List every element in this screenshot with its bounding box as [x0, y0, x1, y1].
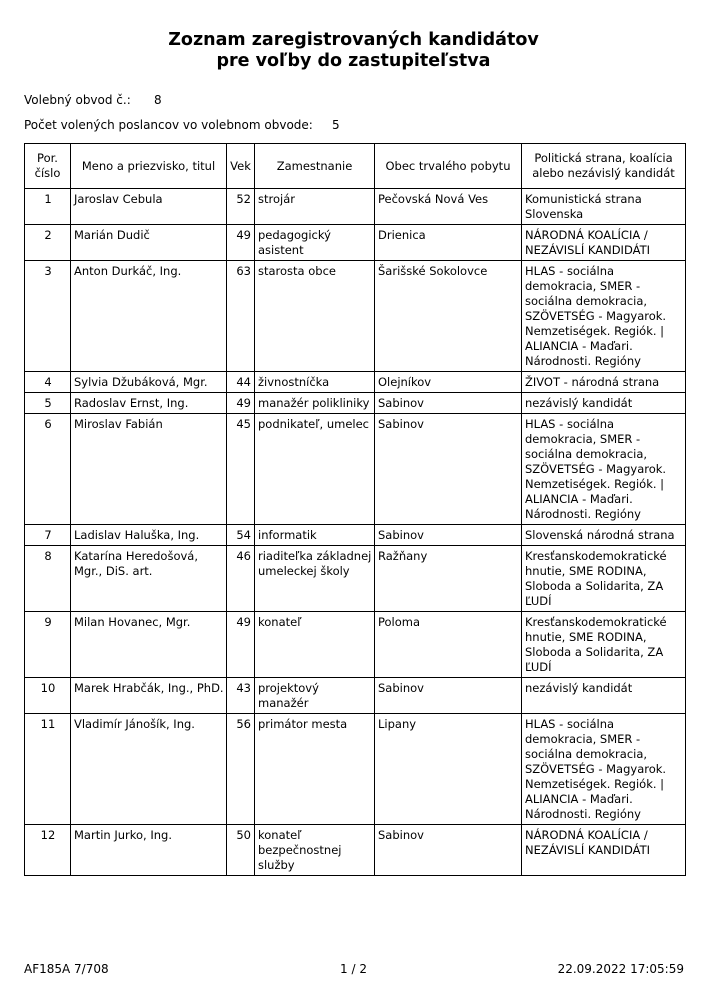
- seats-label: Počet volených poslancov vo volebnom obvode:: [24, 118, 313, 132]
- candidate-name: Marián Dudič: [71, 225, 227, 261]
- candidate-residence: Olejníkov: [375, 372, 522, 393]
- candidate-residence: Poloma: [375, 612, 522, 678]
- candidate-party: NÁRODNÁ KOALÍCIA / NEZÁVISLÍ KANDIDÁTI: [522, 825, 686, 876]
- candidate-name: Milan Hovanec, Mgr.: [71, 612, 227, 678]
- candidate-age: 56: [227, 714, 255, 825]
- candidate-name: Ladislav Haluška, Ing.: [71, 525, 227, 546]
- table-row: [25, 261, 686, 372]
- candidate-party: HLAS - sociálna demokracia, SMER - sociálna demokracia, SZÖVETSÉG - Magyarok. Nemzetiségek. Regiók. | ALIANCIA - Maďari. Národnosti. Regióny: [522, 714, 686, 825]
- title-line-2: pre voľby do zastupiteľstva: [216, 51, 491, 71]
- candidate-age: 46: [227, 546, 255, 612]
- header-name: Meno a priezvisko, titul: [71, 144, 227, 189]
- candidate-party: Kresťanskodemokratické hnutie, SME RODINA, Sloboda a Solidarita, ZA ĽUDÍ: [522, 546, 686, 612]
- candidate-residence: Sabinov: [375, 414, 522, 525]
- candidate-party: nezávislý kandidát: [522, 393, 686, 414]
- candidate-occupation: konateľ bezpečnostnej služby: [255, 825, 375, 876]
- candidate-residence: Lipany: [375, 714, 522, 825]
- candidate-occupation: projektový manažér: [255, 678, 375, 714]
- candidate-age: 49: [227, 612, 255, 678]
- candidate-party: nezávislý kandidát: [522, 678, 686, 714]
- candidate-residence: Sabinov: [375, 678, 522, 714]
- candidate-occupation: strojár: [255, 189, 375, 225]
- candidate-age: 44: [227, 372, 255, 393]
- candidate-party: Slovenská národná strana: [522, 525, 686, 546]
- row-number: 6: [25, 414, 71, 525]
- candidate-residence: Sabinov: [375, 393, 522, 414]
- header-number: Por. číslo: [25, 144, 71, 189]
- candidate-occupation: konateľ: [255, 612, 375, 678]
- footer-page-number: 1 / 2: [340, 962, 367, 976]
- candidate-residence: Sabinov: [375, 525, 522, 546]
- district-value: 8: [154, 93, 162, 107]
- row-number: 11: [25, 714, 71, 825]
- candidate-name: Anton Durkáč, Ing.: [71, 261, 227, 372]
- candidate-name: Sylvia Džubáková, Mgr.: [71, 372, 227, 393]
- row-number: 7: [25, 525, 71, 546]
- header-occupation: Zamestnanie: [255, 144, 375, 189]
- candidate-name: Miroslav Fabián: [71, 414, 227, 525]
- candidate-name: Martin Jurko, Ing.: [71, 825, 227, 876]
- candidate-party: NÁRODNÁ KOALÍCIA / NEZÁVISLÍ KANDIDÁTI: [522, 225, 686, 261]
- header-party: Politická strana, koalícia alebo nezávislý kandidát: [522, 144, 686, 189]
- table-header-row: [25, 144, 686, 189]
- seats-row: [24, 118, 340, 132]
- row-number: 5: [25, 393, 71, 414]
- candidate-age: 43: [227, 678, 255, 714]
- candidate-residence: Drienica: [375, 225, 522, 261]
- candidate-age: 54: [227, 525, 255, 546]
- table-row: [25, 714, 686, 825]
- candidate-party: Komunistická strana Slovenska: [522, 189, 686, 225]
- row-number: 4: [25, 372, 71, 393]
- header-age: Vek: [227, 144, 255, 189]
- row-number: 9: [25, 612, 71, 678]
- candidate-name: Vladimír Jánošík, Ing.: [71, 714, 227, 825]
- district-label: Volebný obvod č.:: [24, 93, 131, 107]
- candidate-occupation: manažér polikliniky: [255, 393, 375, 414]
- candidate-occupation: informatik: [255, 525, 375, 546]
- candidate-party: Kresťanskodemokratické hnutie, SME RODINA, Sloboda a Solidarita, ZA ĽUDÍ: [522, 612, 686, 678]
- candidate-occupation: pedagogický asistent: [255, 225, 375, 261]
- footer-form-code: AF185A 7/708: [24, 962, 109, 976]
- candidate-age: 49: [227, 225, 255, 261]
- candidate-age: 52: [227, 189, 255, 225]
- candidate-residence: Ražňany: [375, 546, 522, 612]
- candidate-occupation: živnostníčka: [255, 372, 375, 393]
- candidate-name: Katarína Heredošová, Mgr., DiS. art.: [71, 546, 227, 612]
- row-number: 2: [25, 225, 71, 261]
- header-residence: Obec trvalého pobytu: [375, 144, 522, 189]
- candidate-age: 50: [227, 825, 255, 876]
- candidate-name: Jaroslav Cebula: [71, 189, 227, 225]
- district-row: [24, 93, 162, 107]
- candidate-party: ŽIVOT - národná strana: [522, 372, 686, 393]
- candidate-residence: Sabinov: [375, 825, 522, 876]
- table-row: [25, 546, 686, 612]
- candidate-occupation: riaditeľka základnej umeleckej školy: [255, 546, 375, 612]
- candidates-table: [24, 143, 686, 876]
- table-row: [25, 678, 686, 714]
- candidate-name: Radoslav Ernst, Ing.: [71, 393, 227, 414]
- candidate-age: 49: [227, 393, 255, 414]
- table-row: [25, 372, 686, 393]
- table-row: [25, 189, 686, 225]
- candidate-residence: Šarišské Sokolovce: [375, 261, 522, 372]
- seats-value: 5: [332, 118, 340, 132]
- table-row: [25, 825, 686, 876]
- candidate-occupation: primátor mesta: [255, 714, 375, 825]
- table-row: [25, 393, 686, 414]
- row-number: 1: [25, 189, 71, 225]
- table-row: [25, 414, 686, 525]
- candidate-occupation: podnikateľ, umelec: [255, 414, 375, 525]
- document-title: [0, 30, 707, 72]
- candidate-age: 45: [227, 414, 255, 525]
- candidate-party: HLAS - sociálna demokracia, SMER - sociálna demokracia, SZÖVETSÉG - Magyarok. Nemzetiségek. Regiók. | ALIANCIA - Maďari. Národnosti. Regióny: [522, 261, 686, 372]
- row-number: 10: [25, 678, 71, 714]
- row-number: 3: [25, 261, 71, 372]
- candidate-name: Marek Hrabčák, Ing., PhD.: [71, 678, 227, 714]
- footer-timestamp: 22.09.2022 17:05:59: [557, 962, 684, 976]
- table-row: [25, 612, 686, 678]
- table-row: [25, 525, 686, 546]
- candidate-residence: Pečovská Nová Ves: [375, 189, 522, 225]
- candidate-age: 63: [227, 261, 255, 372]
- row-number: 12: [25, 825, 71, 876]
- table-row: [25, 225, 686, 261]
- title-line-1: Zoznam zaregistrovaných kandidátov: [168, 30, 539, 50]
- candidate-party: HLAS - sociálna demokracia, SMER - sociálna demokracia, SZÖVETSÉG - Magyarok. Nemzetiségek. Regiók. | ALIANCIA - Maďari. Národnosti. Regióny: [522, 414, 686, 525]
- row-number: 8: [25, 546, 71, 612]
- candidate-occupation: starosta obce: [255, 261, 375, 372]
